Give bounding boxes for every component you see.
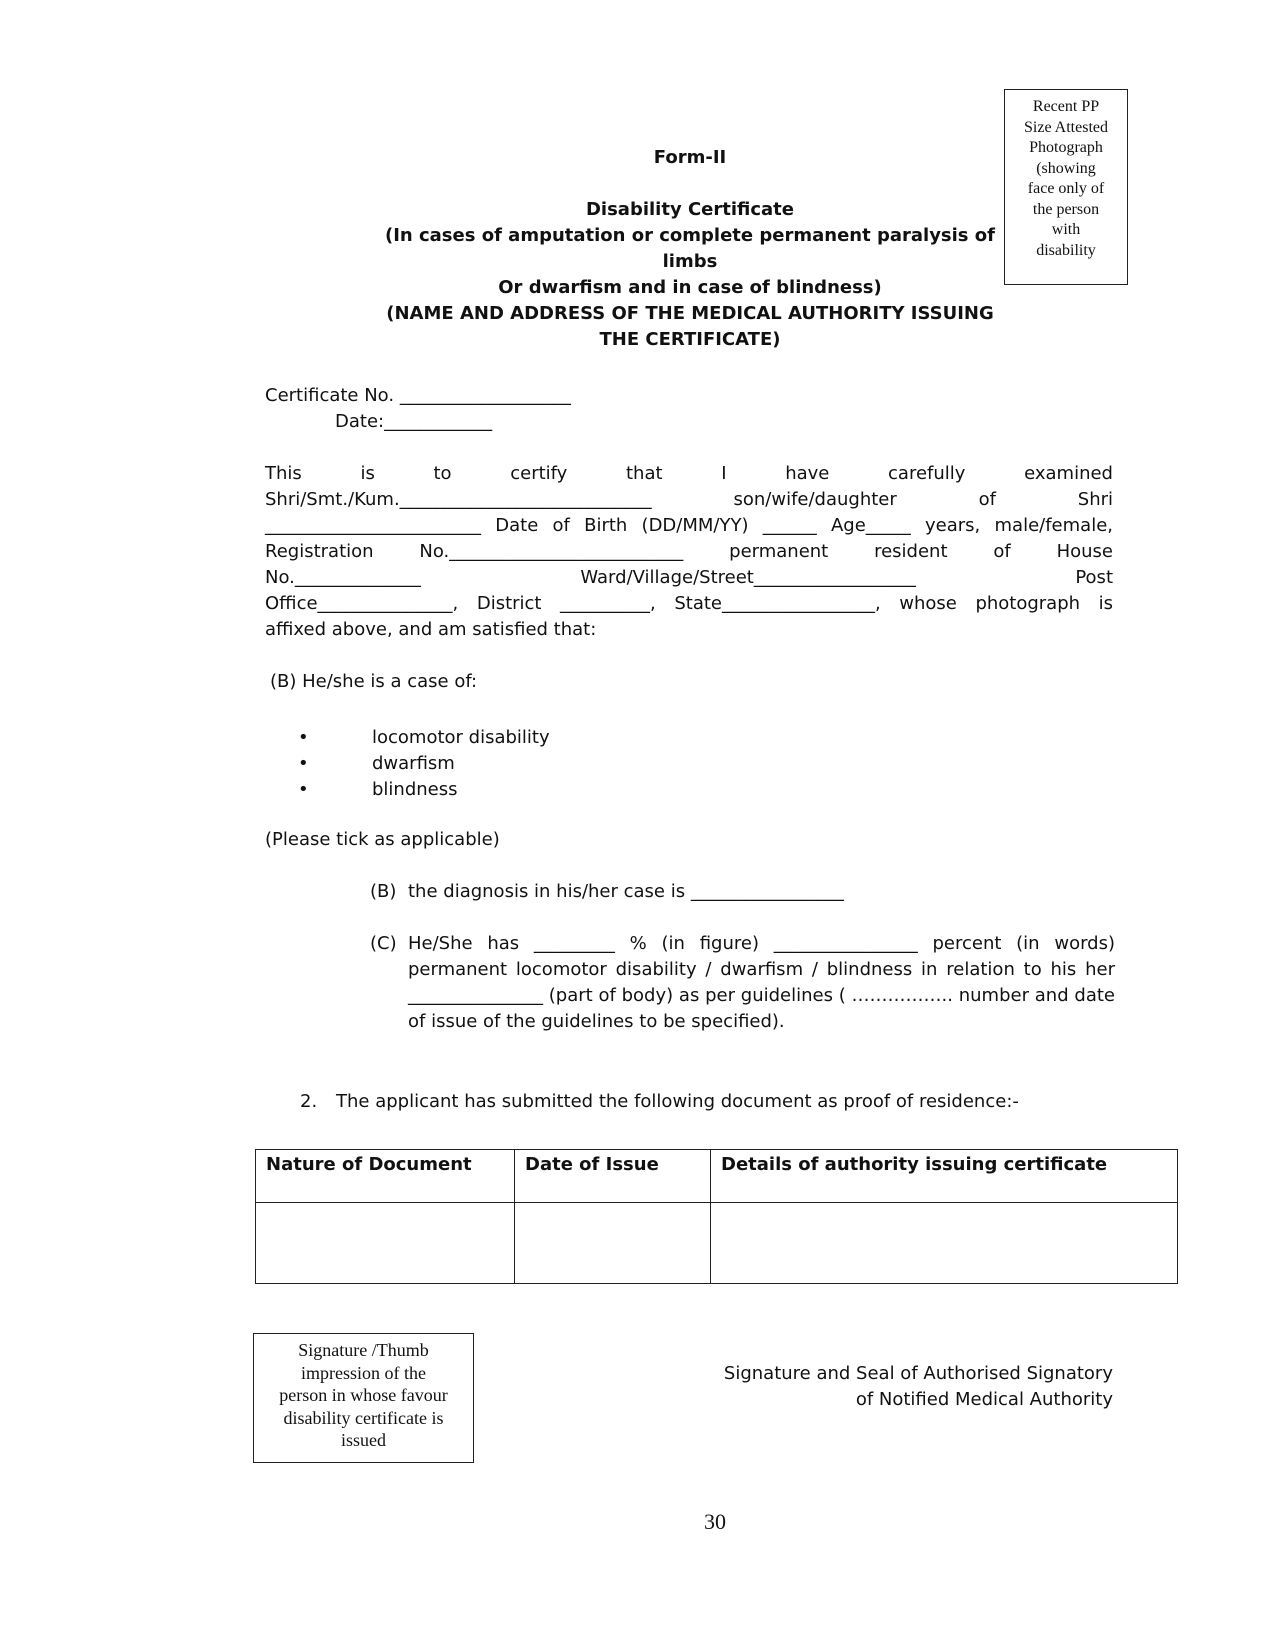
proof-of-residence-item: [300, 1089, 1019, 1115]
photo-box-line: the person: [1032, 200, 1100, 218]
table-row: [256, 1203, 1178, 1284]
thumb-impression-box: [253, 1333, 474, 1463]
photo-box-line: Photograph: [1029, 139, 1103, 156]
certificate-subtitle-line2: Or dwarfism and in case of blindness): [498, 277, 882, 298]
certificate-title-text: Disability Certificate: [585, 199, 794, 220]
photo-box-line: disability: [1036, 241, 1096, 259]
photo-box-line: (showing: [1036, 159, 1096, 177]
table-cell[interactable]: [515, 1203, 711, 1284]
item-label: (B): [370, 881, 397, 902]
item-label: (C): [370, 933, 397, 954]
list-item-label: locomotor disability: [372, 727, 550, 748]
column-header: Date of Issue: [515, 1150, 711, 1203]
percent-line: He/She has _________ % (in figure) ________________ percent (in words): [408, 933, 1115, 954]
percent-line: permanent locomotor disability / dwarfism / blindness in relation to his her: [408, 959, 1115, 980]
authority-heading-line2: THE CERTIFICATE): [599, 329, 781, 350]
page-number: 30: [704, 1509, 726, 1534]
signature-box-line: disability certificate is: [283, 1407, 444, 1428]
bullet-icon: •: [298, 753, 309, 774]
photograph-box: [1004, 89, 1128, 285]
signature-box-line: impression of the: [301, 1362, 426, 1383]
disability-type-list: [298, 725, 550, 803]
paragraph-line: affixed above, and am satisfied that:: [265, 619, 597, 640]
proof-document-table: [255, 1149, 1178, 1284]
list-item-label: blindness: [372, 779, 458, 800]
paragraph-line: ________________________ Date of Birth (DD/MM/YY) ______ Age_____ years, male/female,: [265, 515, 1113, 536]
proof-of-residence-text: The applicant has submitted the following document as proof of residence:-: [336, 1091, 1019, 1112]
paragraph-line: This is to certify that I have carefully examined: [265, 463, 1113, 484]
disability-percent-text: [408, 931, 1115, 1035]
paragraph-line: Office_______________, District __________, State_________________, whose photograph is: [265, 593, 1113, 614]
paragraph-line: Registration No.__________________________ permanent resident of House: [265, 541, 1113, 562]
authority-heading: [380, 301, 1000, 353]
diagnosis-item: [370, 879, 1115, 905]
bullet-icon: •: [298, 727, 309, 748]
column-header: Nature of Document: [256, 1150, 515, 1203]
percent-line: of issue of the guidelines to be specified).: [408, 1011, 785, 1032]
signatory-line1: Signature and Seal of Authorised Signatory: [723, 1363, 1113, 1384]
photo-box-line: Size Attested: [1024, 118, 1108, 136]
paragraph-line: No.______________ Ward/Village/Street__________________ Post: [265, 567, 1113, 588]
item-number: 2.: [300, 1091, 318, 1112]
signature-box-line: issued: [341, 1430, 386, 1450]
list-item: [298, 751, 550, 777]
signatory-line2: of Notified Medical Authority: [855, 1389, 1113, 1410]
signature-box-line: person in whose favour: [279, 1385, 448, 1405]
certificate-title: [380, 197, 1000, 301]
table-cell[interactable]: [256, 1203, 515, 1284]
tick-note: (Please tick as applicable): [265, 829, 500, 850]
certification-paragraph: [265, 461, 1113, 643]
certificate-fields: [265, 383, 665, 435]
photo-box-line: Recent PP: [1032, 98, 1100, 115]
photo-box-line: face only of: [1027, 180, 1105, 197]
authority-heading-line1: (NAME AND ADDRESS OF THE MEDICAL AUTHORITY ISSUING: [386, 303, 994, 324]
table-cell[interactable]: [711, 1203, 1178, 1284]
certificate-date-field: Date:____________: [335, 411, 493, 432]
photo-box-line: with: [1051, 221, 1081, 238]
certificate-subtitle-line1: (In cases of amputation or complete permanent paralysis of limbs: [384, 225, 995, 272]
certificate-number-field: Certificate No. ___________________: [265, 385, 571, 406]
case-of-heading: (B) He/she is a case of:: [270, 671, 478, 692]
disability-percent-item: [370, 931, 1115, 1035]
table-header-row: [256, 1150, 1178, 1203]
bullet-icon: •: [298, 779, 309, 800]
form-number: Form-II: [653, 147, 727, 168]
list-item: [298, 725, 550, 751]
list-item: [298, 777, 550, 803]
list-item-label: dwarfism: [372, 753, 455, 774]
paragraph-line: Shri/Smt./Kum.____________________________ son/wife/daughter of Shri: [265, 489, 1113, 510]
authorised-signatory: [724, 1361, 1113, 1413]
column-header: Details of authority issuing certificate: [711, 1150, 1178, 1203]
diagnosis-text: the diagnosis in his/her case is _________________: [408, 881, 844, 902]
signature-box-line: Signature /Thumb: [298, 1340, 429, 1360]
percent-line: _______________ (part of body) as per guidelines ( …………….. number and date: [408, 985, 1115, 1006]
